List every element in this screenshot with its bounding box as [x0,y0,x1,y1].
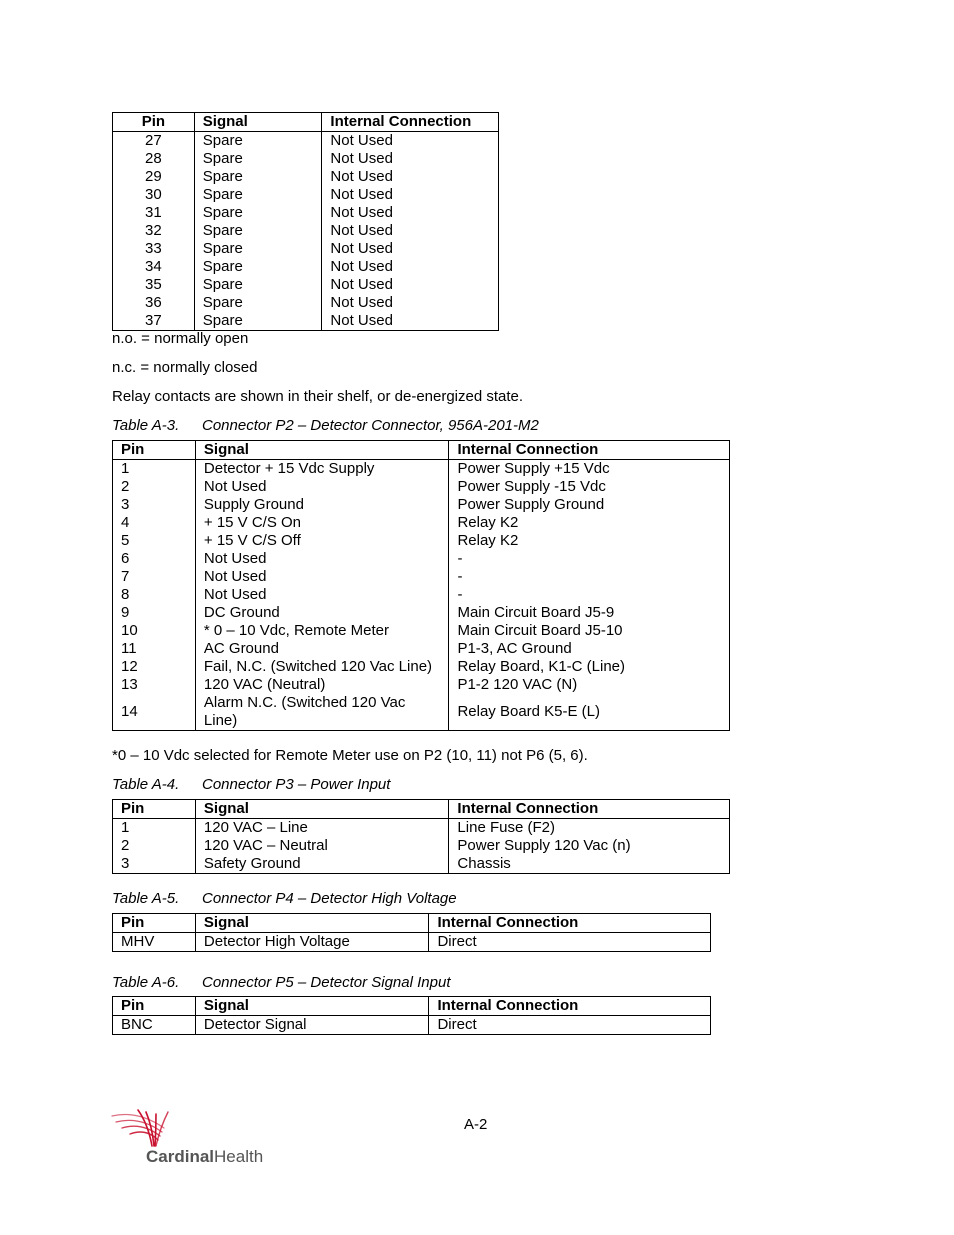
table-a3 [112,440,730,731]
header-internal-connection: Internal Connection [449,800,730,819]
cell-connection: Not Used [322,276,499,294]
caption-text: Connector P2 – Detector Connector, 956A-201-M2 [202,417,539,434]
cell-signal: DC Ground [195,604,449,622]
cell-pin: 1 [113,460,196,479]
cell-signal: Spare [194,312,322,331]
caption-text: Connector P5 – Detector Signal Input [202,974,451,991]
header-signal: Signal [194,113,322,132]
table-row [113,276,499,294]
table-row [113,312,499,331]
caption-table-a3 [112,417,539,435]
table-row [113,694,730,731]
cell-signal: Spare [194,240,322,258]
table-a6 [112,996,711,1035]
table-row [113,496,730,514]
cell-connection: P1-3, AC Ground [449,640,730,658]
cell-pin: 33 [113,240,195,258]
note-relay-state: Relay contacts are shown in their shelf, or de-energized state. [112,388,524,405]
caption-text: Connector P3 – Power Input [202,776,391,793]
header-pin: Pin [113,800,196,819]
table-row [113,460,730,479]
cell-pin: 36 [113,294,195,312]
header-pin: Pin [113,113,195,132]
table-row [113,837,730,855]
cell-signal: Alarm N.C. (Switched 120 Vac Line) [195,694,449,731]
table-a5 [112,913,711,952]
cell-pin: 27 [113,132,195,151]
cell-connection: P1-2 120 VAC (N) [449,676,730,694]
table-row [113,478,730,496]
cell-pin: 30 [113,186,195,204]
table-row [113,258,499,276]
table-row [113,640,730,658]
cell-connection: Not Used [322,168,499,186]
caption-table-a5 [112,890,457,908]
logo-wordmark [146,1147,263,1166]
cell-pin: 14 [113,694,196,731]
caption-number: Table A-4. [112,776,180,793]
page-number: A-2 [464,1116,488,1133]
cell-connection: Line Fuse (F2) [449,819,730,838]
cell-signal: Not Used [195,586,449,604]
logo-swoosh-icon [112,1110,168,1146]
cell-pin: 29 [113,168,195,186]
cell-connection: Not Used [322,204,499,222]
table-row [113,604,730,622]
header-pin: Pin [113,997,196,1016]
cell-pin: 9 [113,604,196,622]
header-signal: Signal [195,441,449,460]
cell-pin: 32 [113,222,195,240]
table-row [113,186,499,204]
cell-connection: Not Used [322,222,499,240]
caption-number: Table A-5. [112,890,180,907]
cell-pin: 35 [113,276,195,294]
header-internal-connection: Internal Connection [429,997,711,1016]
table-row [113,532,730,550]
logo-text-bold: Cardinal [146,1147,215,1166]
cell-pin: 1 [113,819,196,838]
cell-pin: 4 [113,514,196,532]
table-row [113,514,730,532]
cell-signal: + 15 V C/S On [195,514,449,532]
cell-pin: MHV [113,933,196,952]
cell-connection: Not Used [322,186,499,204]
cell-pin: 31 [113,204,195,222]
cell-pin: 8 [113,586,196,604]
cell-connection: Not Used [322,258,499,276]
table-row [113,622,730,640]
cell-signal: + 15 V C/S Off [195,532,449,550]
cell-signal: Fail, N.C. (Switched 120 Vac Line) [195,658,449,676]
cell-pin: 10 [113,622,196,640]
table-row [113,222,499,240]
cell-signal: 120 VAC (Neutral) [195,676,449,694]
cell-signal: Not Used [195,550,449,568]
cell-pin: 13 [113,676,196,694]
cell-signal: Safety Ground [195,855,449,874]
header-pin: Pin [113,914,196,933]
header-pin: Pin [113,441,196,460]
header-signal: Signal [195,800,449,819]
cell-signal: Detector Signal [195,1016,429,1035]
caption-number: Table A-6. [112,974,180,991]
table-row [113,240,499,258]
cell-pin: 2 [113,837,196,855]
cell-connection: Not Used [322,294,499,312]
table-row [113,586,730,604]
cell-connection: Power Supply Ground [449,496,730,514]
cell-signal: Spare [194,258,322,276]
cell-connection: Not Used [322,150,499,168]
cell-signal: Supply Ground [195,496,449,514]
cell-signal: * 0 – 10 Vdc, Remote Meter [195,622,449,640]
cell-connection: Power Supply 120 Vac (n) [449,837,730,855]
table-row [113,568,730,586]
table-row [113,676,730,694]
cell-signal: Spare [194,150,322,168]
table-row [113,933,711,952]
header-signal: Signal [195,997,429,1016]
cell-connection: Main Circuit Board J5-10 [449,622,730,640]
caption-number: Table A-3. [112,417,180,434]
table-a4 [112,799,730,874]
caption-table-a4 [112,776,390,794]
table-row [113,658,730,676]
cell-pin: 37 [113,312,195,331]
cell-signal: AC Ground [195,640,449,658]
cell-pin: 5 [113,532,196,550]
cell-pin: 28 [113,150,195,168]
cell-connection: Not Used [322,312,499,331]
table-a2 [112,112,499,331]
cell-connection: Power Supply +15 Vdc [449,460,730,479]
cell-pin: 11 [113,640,196,658]
cardinal-health-logo [108,1106,268,1166]
cell-connection: Chassis [449,855,730,874]
header-internal-connection: Internal Connection [429,914,711,933]
cell-connection: Relay Board, K1-C (Line) [449,658,730,676]
table-row [113,204,499,222]
cell-pin: 3 [113,496,196,514]
cell-pin: 6 [113,550,196,568]
cell-connection: Direct [429,933,711,952]
cell-connection: Relay K2 [449,532,730,550]
cell-pin: 12 [113,658,196,676]
cell-signal: Detector High Voltage [195,933,429,952]
logo-text-light: Health [214,1147,264,1166]
table-row [113,132,499,151]
cell-signal: Spare [194,294,322,312]
cell-connection: Direct [429,1016,711,1035]
table-row [113,1016,711,1035]
table-row [113,819,730,838]
header-internal-connection: Internal Connection [449,441,730,460]
cell-signal: Spare [194,222,322,240]
cell-signal: 120 VAC – Neutral [195,837,449,855]
caption-text: Connector P4 – Detector High Voltage [202,890,457,907]
cell-signal: 120 VAC – Line [195,819,449,838]
cell-connection: Relay Board K5-E (L) [449,694,730,731]
cell-signal: Spare [194,276,322,294]
cell-connection: Relay K2 [449,514,730,532]
cell-signal: Detector + 15 Vdc Supply [195,460,449,479]
table-row [113,168,499,186]
note-normally-open: n.o. = normally open [112,330,249,347]
cell-signal: Not Used [195,568,449,586]
cell-connection: - [449,568,730,586]
cell-connection: - [449,550,730,568]
cell-pin: 2 [113,478,196,496]
table-row [113,550,730,568]
header-internal-connection: Internal Connection [322,113,499,132]
table-a3-footnote: *0 – 10 Vdc selected for Remote Meter use on P2 (10, 11) not P6 (5, 6). [112,747,588,764]
table-row [113,150,499,168]
cell-pin: 7 [113,568,196,586]
caption-table-a6 [112,974,450,992]
header-signal: Signal [195,914,429,933]
cell-pin: BNC [113,1016,196,1035]
cell-signal: Spare [194,132,322,151]
cell-signal: Spare [194,204,322,222]
cell-connection: Not Used [322,132,499,151]
cell-signal: Spare [194,186,322,204]
cell-signal: Spare [194,168,322,186]
cell-connection: Power Supply -15 Vdc [449,478,730,496]
cell-connection: Not Used [322,240,499,258]
cell-pin: 3 [113,855,196,874]
note-normally-closed: n.c. = normally closed [112,359,258,376]
cell-signal: Not Used [195,478,449,496]
cell-pin: 34 [113,258,195,276]
cell-connection: - [449,586,730,604]
cell-connection: Main Circuit Board J5-9 [449,604,730,622]
table-row [113,294,499,312]
table-row [113,855,730,874]
